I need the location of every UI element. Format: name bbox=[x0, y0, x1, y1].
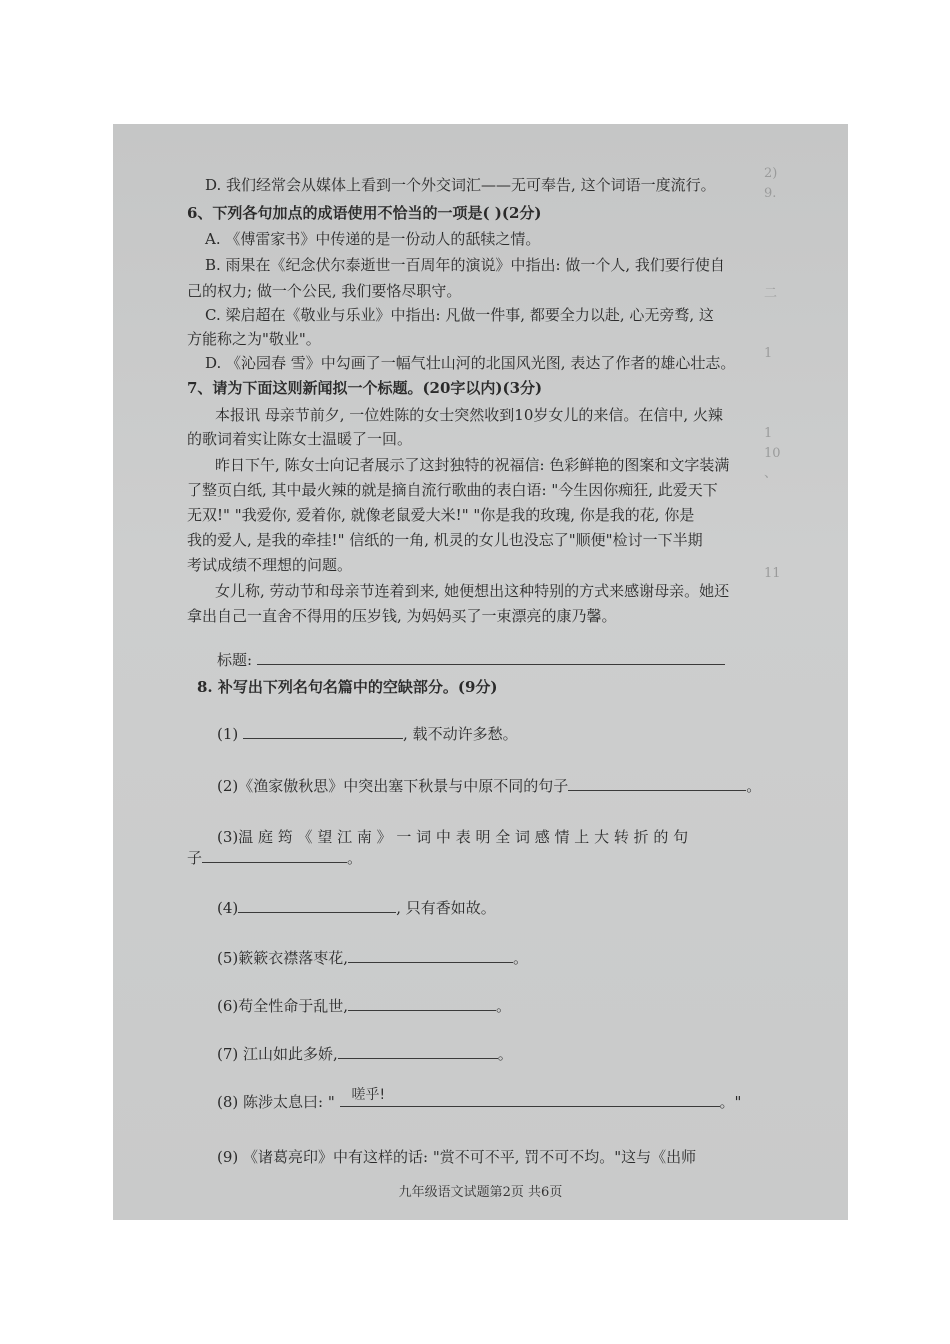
item-8 bbox=[217, 1087, 848, 1113]
item-6-text: (6)苟全性命于乱世, bbox=[217, 997, 349, 1015]
item-4 bbox=[217, 896, 848, 919]
item-4-blank[interactable] bbox=[238, 896, 396, 913]
item-4-text: , 只有香如故。 bbox=[396, 899, 496, 917]
bleed-through-line: 、 bbox=[764, 466, 778, 481]
option-d-prev: D. 我们经常会从媒体上看到一个外交词汇——无可奉告, 这个词语一度流行。 bbox=[205, 176, 716, 194]
question-6: 6、下列各句加点的成语使用不恰当的一项是( )(2分) bbox=[187, 204, 542, 222]
bleed-through-line: 1 bbox=[764, 346, 773, 361]
item-7-text: (7) 江山如此多娇, bbox=[217, 1045, 338, 1063]
item-7-blank[interactable] bbox=[338, 1042, 498, 1059]
item-5-blank[interactable] bbox=[348, 946, 513, 963]
item-2-text: (2)《渔家傲秋思》中突出塞下秋景与中原不同的句子 bbox=[217, 777, 569, 795]
news-p1-line2: 的歌词着实让陈女士温暖了一回。 bbox=[187, 430, 413, 448]
bleed-through-line: 10 bbox=[764, 446, 781, 461]
news-p2-line1: 昨日下午, 陈女士向记者展示了这封独特的祝福信: 色彩鲜艳的图案和文字装满 bbox=[215, 456, 730, 474]
item-3-line2 bbox=[187, 846, 848, 869]
item-6-blank[interactable] bbox=[348, 994, 496, 1011]
item-8-blank[interactable] bbox=[340, 1087, 720, 1107]
bleed-through-line bbox=[764, 704, 848, 724]
item-5-text: (5)簌簌衣襟落枣花, bbox=[217, 949, 349, 967]
title-label: 标题: bbox=[217, 651, 253, 669]
item-6 bbox=[217, 994, 848, 1017]
q6-option-c-line1: C. 梁启超在《敬业与乐业》中指出: 凡做一件事, 都要全力以赴, 心无旁骛, 这 bbox=[205, 306, 714, 324]
news-p2-line4: 我的爱人, 是我的牵挂!" 信纸的一角, 机灵的女儿也没忘了"顺便"检讨一下半期 bbox=[187, 531, 703, 549]
question-7: 7、请为下面这则新闻拟一个标题。(20字以内)(3分) bbox=[187, 379, 543, 397]
bleed-through-line: 9. bbox=[764, 186, 777, 201]
item-1 bbox=[217, 722, 848, 745]
item-4-number: (4) bbox=[217, 899, 239, 917]
page-footer: 九年级语文试题第2页 共6页 bbox=[398, 1185, 563, 1200]
bleed-through-line bbox=[764, 744, 848, 764]
news-p3-line1: 女儿称, 劳动节和母亲节连着到来, 她便想出这种特别的方式来感谢母亲。她还 bbox=[215, 582, 730, 600]
q6-option-b-line1: B. 雨果在《纪念伏尔泰逝世一百周年的演说》中指出: 做一个人, 我们要行使自 bbox=[205, 256, 725, 274]
scanned-exam-page bbox=[113, 124, 848, 1220]
item-5-end: 。 bbox=[513, 949, 529, 967]
news-p3-line2: 拿出自己一直舍不得用的压岁钱, 为妈妈买了一束漂亮的康乃馨。 bbox=[187, 607, 617, 625]
item-1-blank[interactable] bbox=[243, 722, 403, 739]
q6-option-c-line2: 方能称之为"敬业"。 bbox=[187, 330, 321, 348]
news-p1-line1: 本报讯 母亲节前夕, 一位姓陈的女士突然收到10岁女儿的来信。在信中, 火辣 bbox=[215, 406, 723, 424]
item-3-line1: (3)温 庭 筠 《 望 江 南 》 一 词 中 表 明 全 词 感 情 上 大 转 折 的 句 bbox=[217, 828, 689, 846]
item-7 bbox=[217, 1042, 848, 1065]
item-6-end: 。 bbox=[496, 997, 512, 1015]
bleed-through-line: 1 bbox=[764, 426, 773, 441]
news-p2-line3: 无双!" "我爱你, 爱着你, 就像老鼠爱大米!" "你是我的玫瑰, 你是我的花, 你是 bbox=[187, 506, 695, 524]
item-8-end: 。" bbox=[719, 1093, 742, 1111]
item-1-number: (1) bbox=[217, 725, 239, 743]
news-p2-line5: 考试成绩不理想的问题。 bbox=[187, 556, 353, 574]
q6-option-a: A. 《傅雷家书》中传递的是一份动人的舐犊之情。 bbox=[205, 230, 541, 248]
q6-option-d: D. 《沁园春 雪》中勾画了一幅气壮山河的北国风光图, 表达了作者的雄心壮志。 bbox=[205, 354, 736, 372]
item-1-text: , 载不动许多愁。 bbox=[403, 725, 518, 743]
question-8: 8. 补写出下列名句名篇中的空缺部分。(9分) bbox=[197, 678, 498, 696]
title-answer-blank[interactable] bbox=[257, 648, 725, 665]
item-5 bbox=[217, 946, 848, 969]
item-8-handwritten-answer: 嗟乎! bbox=[351, 1087, 386, 1103]
item-3-blank[interactable] bbox=[202, 846, 347, 863]
q6-option-b-line2: 己的权力; 做一个公民, 我们要恪尽职守。 bbox=[187, 282, 462, 300]
item-7-end: 。 bbox=[497, 1045, 513, 1063]
news-p2-line2: 了整页白纸, 其中最火辣的就是摘自流行歌曲的表白语: "今生因你痴狂, 此爱天下 bbox=[187, 481, 718, 499]
item-9: (9) 《诸葛亮印》中有这样的话: "赏不可不平, 罚不可不均。"这与《出师 bbox=[217, 1148, 697, 1166]
title-answer-row bbox=[217, 648, 848, 671]
item-2-end: 。 bbox=[746, 777, 762, 795]
bleed-through-line bbox=[764, 624, 848, 644]
item-3-end: 。 bbox=[347, 849, 363, 867]
item-3-text: 子 bbox=[187, 849, 203, 867]
bleed-through-line: 11 bbox=[764, 566, 781, 581]
item-2 bbox=[217, 774, 848, 797]
bleed-through-line: 二 bbox=[764, 286, 778, 301]
item-2-blank[interactable] bbox=[568, 774, 746, 791]
bleed-through-line: 2) bbox=[764, 166, 778, 181]
item-8-text: (8) 陈涉太息曰: " bbox=[217, 1093, 335, 1111]
bleed-through-line bbox=[764, 804, 848, 824]
